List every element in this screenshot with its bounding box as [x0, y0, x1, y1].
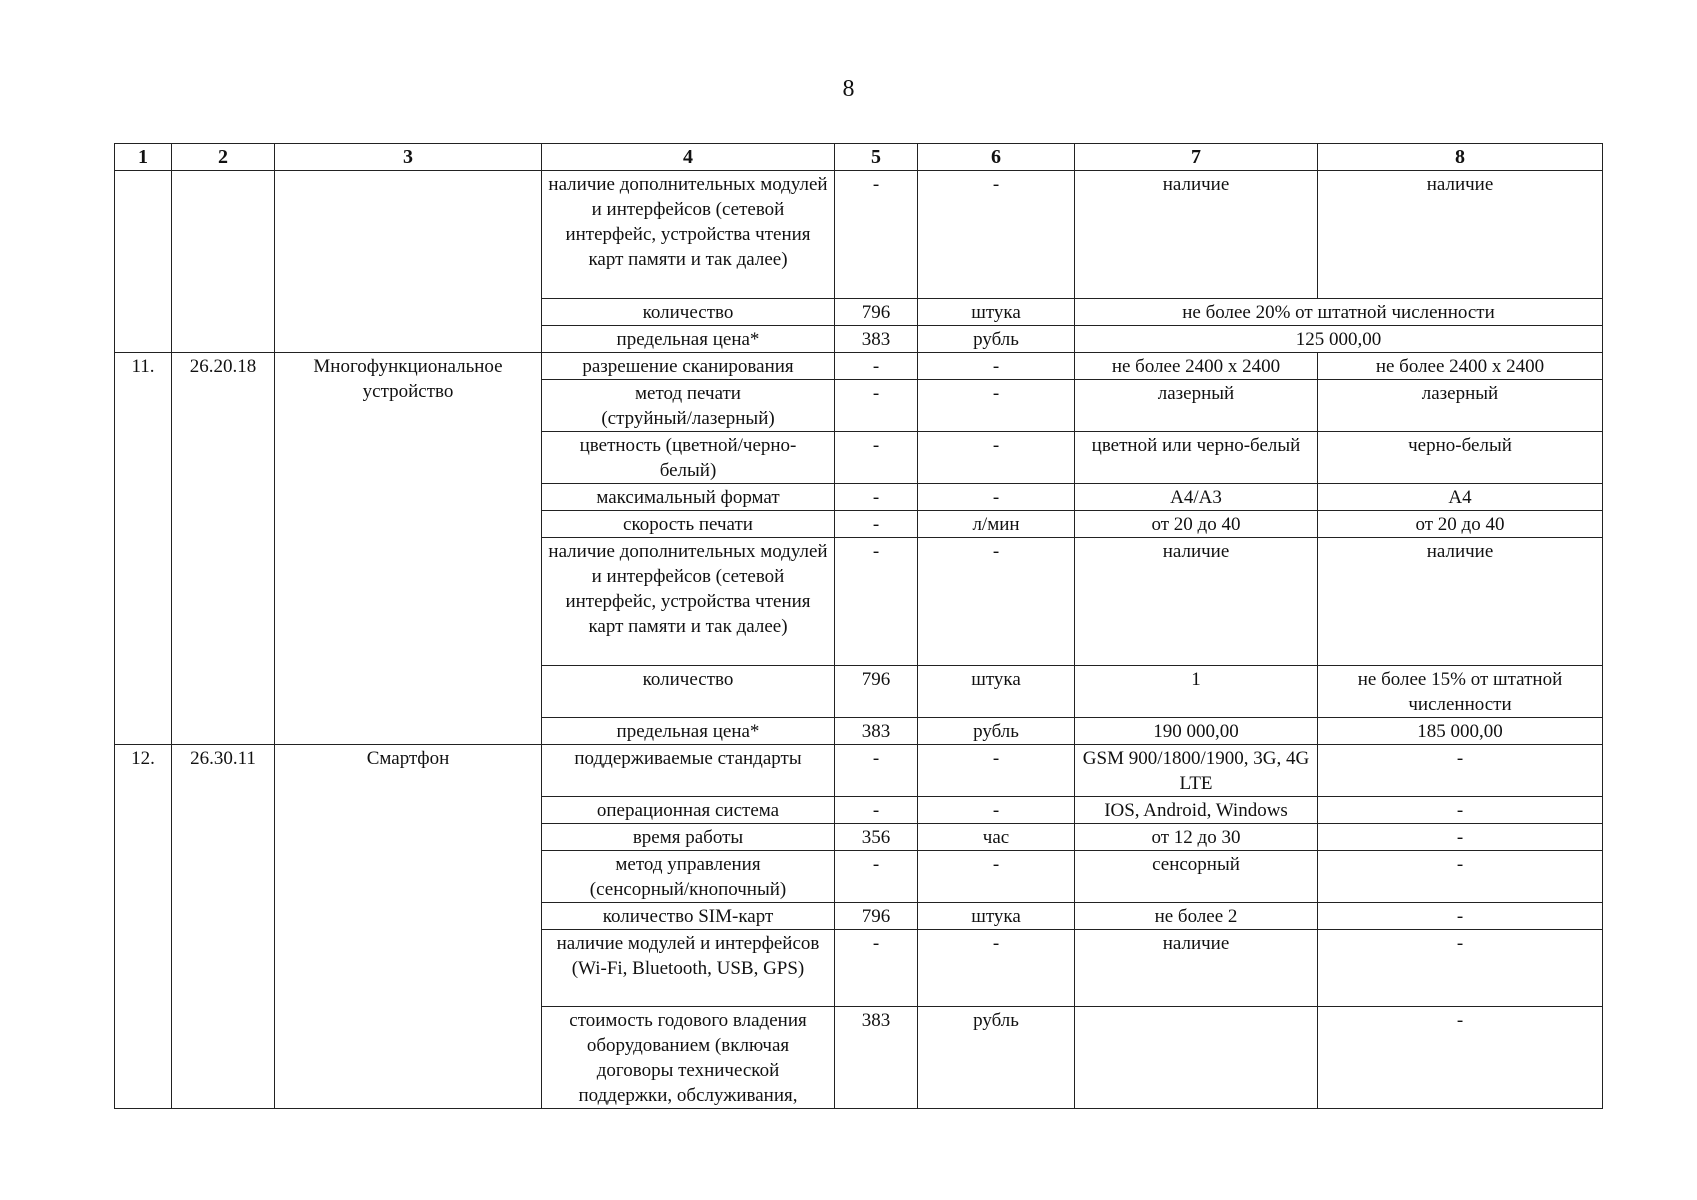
value-7-cell — [1075, 1007, 1318, 1109]
code-cell: - — [835, 930, 918, 1007]
column-header: 5 — [835, 144, 918, 171]
value-7-cell: не более 2400 х 2400 — [1075, 353, 1318, 380]
okpd-code: 26.30.11 — [172, 745, 275, 1109]
unit-cell: - — [918, 797, 1075, 824]
merged-value-cell: не более 20% от штатной численности — [1075, 299, 1603, 326]
value-7-cell: сенсорный — [1075, 851, 1318, 903]
value-8-cell: - — [1318, 745, 1603, 797]
column-header: 4 — [542, 144, 835, 171]
column-header: 7 — [1075, 144, 1318, 171]
feature-cell: цветность (цветной/черно- белый) — [542, 432, 835, 484]
column-header: 8 — [1318, 144, 1603, 171]
unit-cell: рубль — [918, 1007, 1075, 1109]
unit-cell: л/мин — [918, 511, 1075, 538]
value-7-cell: цветной или черно-белый — [1075, 432, 1318, 484]
code-cell: 356 — [835, 824, 918, 851]
value-7-cell: наличие — [1075, 538, 1318, 666]
code-cell: - — [835, 538, 918, 666]
column-header: 6 — [918, 144, 1075, 171]
code-cell: - — [835, 745, 918, 797]
value-7-cell: лазерный — [1075, 380, 1318, 432]
unit-cell: рубль — [918, 326, 1075, 353]
column-header: 3 — [275, 144, 542, 171]
value-8-cell: - — [1318, 797, 1603, 824]
value-8-cell: - — [1318, 851, 1603, 903]
value-7-cell: 1 — [1075, 666, 1318, 718]
item-number: 12. — [115, 745, 172, 1109]
unit-cell: - — [918, 353, 1075, 380]
page-number: 8 — [842, 76, 855, 102]
code-cell: - — [835, 851, 918, 903]
feature-cell: стоимость годового владения оборудованием (включая договоры технической поддержки, обслуживания, — [542, 1007, 835, 1109]
value-7-cell: от 20 до 40 — [1075, 511, 1318, 538]
code-cell: - — [835, 380, 918, 432]
value-8-cell: наличие — [1318, 171, 1603, 299]
unit-cell: - — [918, 484, 1075, 511]
unit-cell: - — [918, 538, 1075, 666]
code-cell: - — [835, 484, 918, 511]
value-8-cell: 185 000,00 — [1318, 718, 1603, 745]
value-7-cell: GSM 900/1800/1900, 3G, 4G LTE — [1075, 745, 1318, 797]
code-cell: - — [835, 797, 918, 824]
empty-cell — [172, 171, 275, 353]
unit-cell: - — [918, 171, 1075, 299]
code-cell: 796 — [835, 666, 918, 718]
unit-cell: - — [918, 745, 1075, 797]
value-7-cell: не более 2 — [1075, 903, 1318, 930]
column-header: 2 — [172, 144, 275, 171]
feature-cell: операционная система — [542, 797, 835, 824]
feature-cell: предельная цена* — [542, 718, 835, 745]
empty-cell — [115, 171, 172, 353]
value-8-cell: - — [1318, 930, 1603, 1007]
value-8-cell: - — [1318, 1007, 1603, 1109]
column-header: 1 — [115, 144, 172, 171]
unit-cell: - — [918, 432, 1075, 484]
value-8-cell: черно-белый — [1318, 432, 1603, 484]
value-7-cell: от 12 до 30 — [1075, 824, 1318, 851]
feature-cell: скорость печати — [542, 511, 835, 538]
item-number: 11. — [115, 353, 172, 745]
code-cell: 383 — [835, 326, 918, 353]
code-cell: 796 — [835, 299, 918, 326]
code-cell: - — [835, 353, 918, 380]
table-row — [115, 171, 1603, 299]
value-7-cell: А4/А3 — [1075, 484, 1318, 511]
feature-cell: поддерживаемые стандарты — [542, 745, 835, 797]
item-name: Смартфон — [275, 745, 542, 1109]
unit-cell: рубль — [918, 718, 1075, 745]
value-7-cell: наличие — [1075, 930, 1318, 1007]
value-8-cell: не более 15% от штатной численности — [1318, 666, 1603, 718]
feature-cell: разрешение сканирования — [542, 353, 835, 380]
feature-cell: время работы — [542, 824, 835, 851]
column-number-row — [115, 144, 1603, 171]
item-name: Многофункциональное устройство — [275, 353, 542, 745]
unit-cell: штука — [918, 903, 1075, 930]
value-8-cell: лазерный — [1318, 380, 1603, 432]
value-8-cell: - — [1318, 903, 1603, 930]
specification-table — [114, 143, 1603, 1109]
unit-cell: штука — [918, 666, 1075, 718]
feature-cell: предельная цена* — [542, 326, 835, 353]
feature-cell: количество — [542, 666, 835, 718]
code-cell: 796 — [835, 903, 918, 930]
value-8-cell: наличие — [1318, 538, 1603, 666]
unit-cell: - — [918, 380, 1075, 432]
table-row — [115, 745, 1603, 797]
feature-cell: метод печати (струйный/лазерный) — [542, 380, 835, 432]
value-8-cell: не более 2400 х 2400 — [1318, 353, 1603, 380]
unit-cell: - — [918, 930, 1075, 1007]
feature-cell: количество — [542, 299, 835, 326]
feature-cell: наличие дополнительных модулей и интерфейсов (сетевой интерфейс, устройства чтения карт памяти и так далее) — [542, 171, 835, 299]
code-cell: - — [835, 432, 918, 484]
unit-cell: штука — [918, 299, 1075, 326]
value-7-cell: наличие — [1075, 171, 1318, 299]
code-cell: 383 — [835, 1007, 918, 1109]
table-row — [115, 353, 1603, 380]
code-cell: - — [835, 171, 918, 299]
feature-cell: количество SIM-карт — [542, 903, 835, 930]
feature-cell: наличие модулей и интерфейсов (Wi-Fi, Bluetooth, USB, GPS) — [542, 930, 835, 1007]
empty-cell — [275, 171, 542, 353]
value-8-cell: А4 — [1318, 484, 1603, 511]
value-8-cell: от 20 до 40 — [1318, 511, 1603, 538]
unit-cell: час — [918, 824, 1075, 851]
unit-cell: - — [918, 851, 1075, 903]
value-8-cell: - — [1318, 824, 1603, 851]
feature-cell: максимальный формат — [542, 484, 835, 511]
merged-value-cell: 125 000,00 — [1075, 326, 1603, 353]
feature-cell: метод управления (сенсорный/кнопочный) — [542, 851, 835, 903]
feature-cell: наличие дополнительных модулей и интерфейсов (сетевой интерфейс, устройства чтения карт памяти и так далее) — [542, 538, 835, 666]
okpd-code: 26.20.18 — [172, 353, 275, 745]
code-cell: 383 — [835, 718, 918, 745]
code-cell: - — [835, 511, 918, 538]
value-7-cell: IOS, Android, Windows — [1075, 797, 1318, 824]
value-7-cell: 190 000,00 — [1075, 718, 1318, 745]
